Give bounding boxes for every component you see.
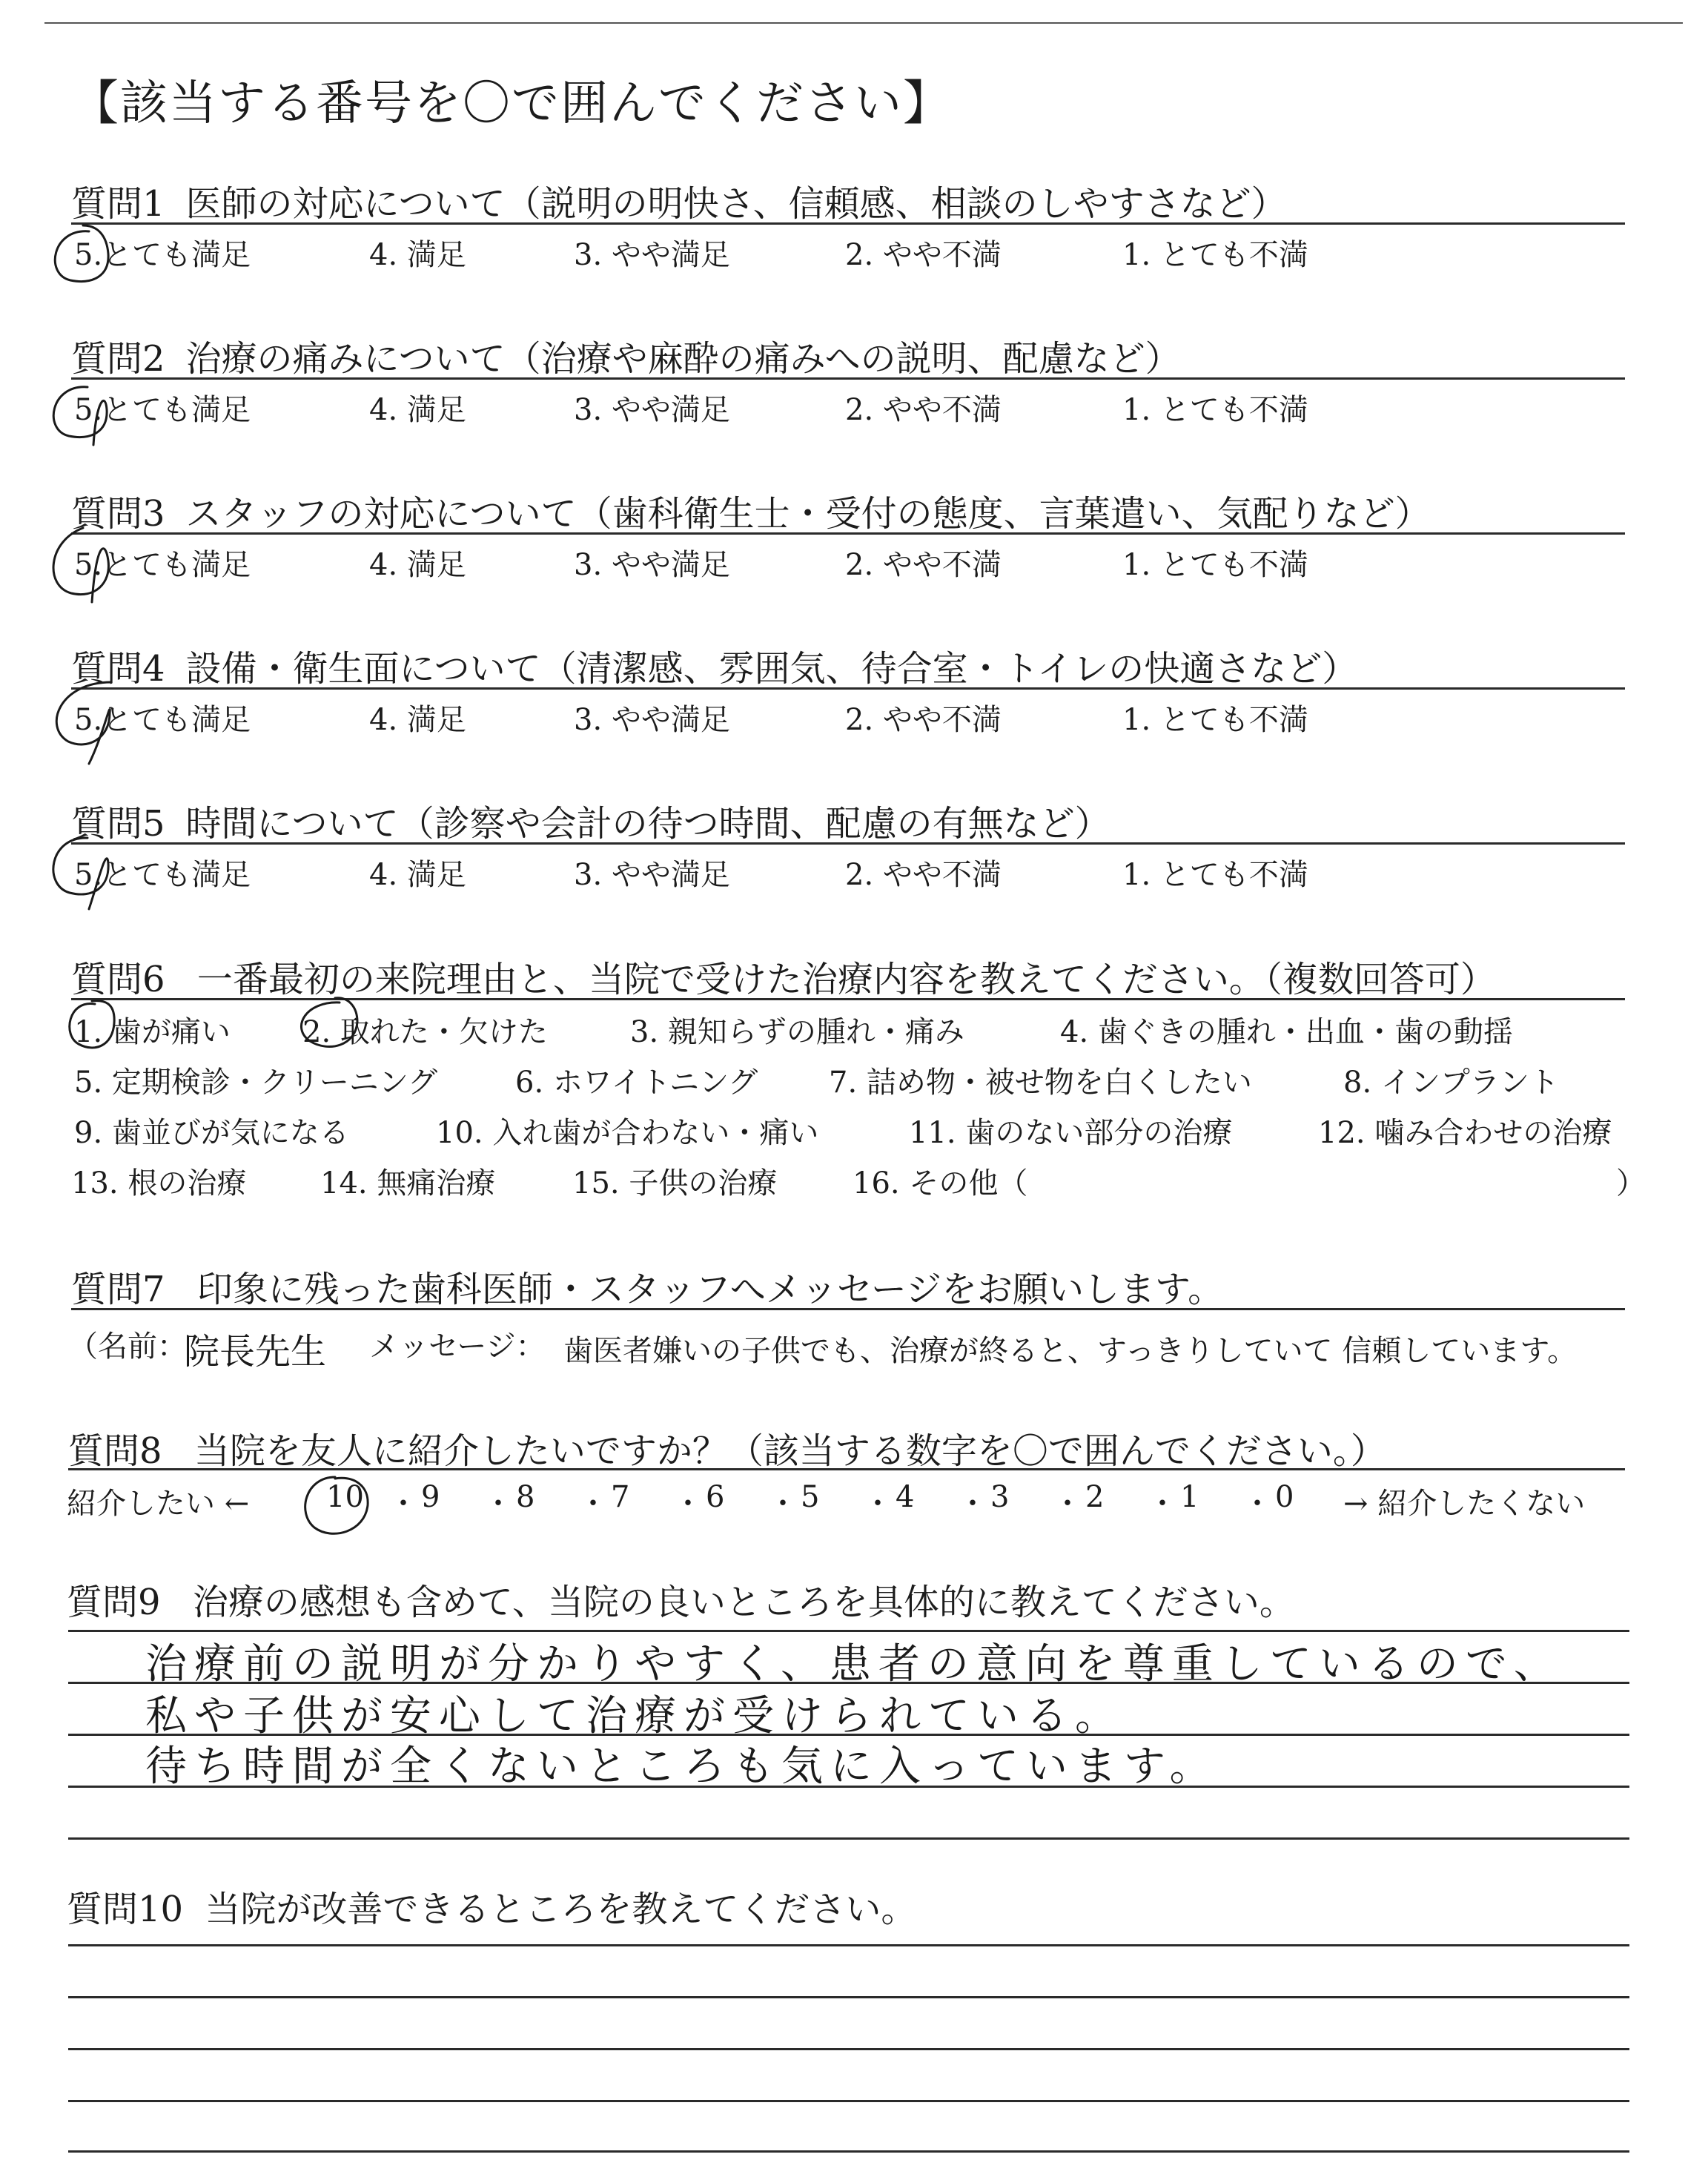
question-1-rule [71,222,1625,225]
q8-scale-value[interactable]: 3 [990,1480,1010,1514]
question-5-text: 時間について（診察や会計の待つ時間、配慮の有無など） [185,803,1110,845]
q7-name-label: （名前： [68,1330,187,1364]
q7-name-value[interactable]: 院長先生 [184,1331,327,1373]
q8-scale-value[interactable]: 2 [1085,1480,1105,1514]
question-5-option-1[interactable]: 1. とても不満 [1122,858,1308,892]
q8-left-label: 紹介したい ← [67,1487,250,1521]
top-border [44,22,1683,24]
question-5-heading [71,795,1110,846]
q9-answer-line-1[interactable]: 治療前の説明が分かりやすく、患者の意向を尊重しているので、 [145,1640,1563,1688]
question-2-heading [71,330,1181,381]
q8-text: 当院を友人に紹介したいですか？（該当する数字を〇で囲んでください。） [193,1430,1386,1472]
question-4-option-5[interactable]: 5.とても満足 [74,703,251,737]
q10-rule-1[interactable] [68,1944,1629,1946]
question-1-text: 医師の対応について（説明の明快さ、信頼感、相談のしやすさなど） [185,183,1287,225]
question-2-option-3[interactable]: 3. やや満足 [574,393,730,427]
q9-text: 治療の感想も含めて、当院の良いところを具体的に教えてください。 [192,1582,1295,1623]
q6-option-5[interactable]: 5. 定期検診・クリーニング [74,1066,438,1100]
q8-scale-value[interactable]: 6 [706,1480,725,1514]
question-4-option-3[interactable]: 3. やや満足 [574,703,730,737]
q6-label: 質問6 [71,959,165,1000]
q8-scale-value[interactable]: 10 [326,1480,364,1514]
question-5-option-4[interactable]: 4. 満足 [369,858,466,892]
question-5-option-3[interactable]: 3. やや満足 [574,858,730,892]
q8-scale-separator: ・ [1053,1487,1082,1521]
question-2-option-4[interactable]: 4. 満足 [369,393,466,427]
q6-option-7[interactable]: 7. 詰め物・被せ物を白くしたい [829,1066,1252,1100]
question-3-label: 質問3 [71,493,165,535]
q8-scale-separator: ・ [578,1487,608,1521]
q8-scale-separator: ・ [673,1487,703,1521]
question-3-rule [71,532,1625,535]
q8-scale-value[interactable]: 7 [611,1480,630,1514]
q8-scale-value[interactable]: 8 [516,1480,535,1514]
question-3-text: スタッフの対応について（歯科衛生士・受付の態度、言葉遣い、気配りなど） [185,493,1431,535]
q8-scale-value[interactable]: 4 [896,1480,915,1514]
q8-scale-separator: ・ [1148,1487,1177,1521]
q10-rule-3[interactable] [68,2048,1629,2050]
question-2-option-1[interactable]: 1. とても不満 [1122,393,1308,427]
question-5-label: 質問5 [71,803,165,845]
question-4-option-1[interactable]: 1. とても不満 [1122,703,1308,737]
q8-scale-separator: ・ [1242,1487,1272,1521]
page-title: 【該当する番号を〇で囲んでください】 [71,76,952,131]
q6-option-6[interactable]: 6. ホワイトニング [515,1066,758,1100]
question-1-option-1[interactable]: 1. とても不満 [1122,238,1308,272]
q6-option-1[interactable]: 1. 歯が痛い [74,1015,231,1049]
q7-message-value[interactable]: 歯医者嫌いの子供でも、治療が終ると、すっきりしていて 信頼しています。 [563,1334,1578,1368]
question-4-text: 設備・衛生面について（清潔感、雰囲気、待合室・トイレの快適さなど） [185,648,1358,690]
q6-option-14[interactable]: 14. 無痛治療 [320,1166,496,1200]
q8-scale-value[interactable]: 5 [801,1480,820,1514]
q8-scale-separator: ・ [388,1487,418,1521]
q6-option-9[interactable]: 9. 歯並びが気になる [74,1116,349,1150]
question-1-label: 質問1 [71,183,165,225]
q6-option-2[interactable]: 2. 取れた・欠けた [302,1015,548,1049]
question-2-rule [71,377,1625,380]
q8-scale-value[interactable]: 1 [1180,1480,1199,1514]
question-1-option-5[interactable]: 5.とても満足 [74,238,251,272]
question-1-option-2[interactable]: 2. やや不満 [845,238,1002,272]
q9-label: 質問9 [67,1582,161,1623]
q7-message-label: メッセージ： [369,1330,546,1364]
q6-option-3[interactable]: 3. 親知らずの腫れ・痛み [630,1015,964,1049]
question-5-option-5[interactable]: 5.とても満足 [74,858,251,892]
question-1-option-3[interactable]: 3. やや満足 [574,238,730,272]
q6-option-16-close: ） [1616,1166,1646,1200]
question-1-option-4[interactable]: 4. 満足 [369,238,466,272]
q7-rule [71,1308,1625,1310]
q8-scale-separator: ・ [483,1487,513,1521]
q6-option-4[interactable]: 4. 歯ぐきの腫れ・出血・歯の動揺 [1060,1015,1513,1049]
q8-scale-value[interactable]: 9 [421,1480,440,1514]
question-2-option-5[interactable]: 5.とても満足 [74,393,251,427]
q9-answer-line-2[interactable]: 私や子供が安心して治療が受けられている。 [145,1692,1124,1740]
q6-option-11[interactable]: 11. 歯のない部分の治療 [909,1116,1233,1150]
question-3-option-3[interactable]: 3. やや満足 [574,548,730,582]
q8-scale-separator: ・ [958,1487,987,1521]
question-3-option-4[interactable]: 4. 満足 [369,548,466,582]
q10-text: 当院が改善できるところを教えてください。 [205,1889,917,1930]
q6-option-13[interactable]: 13. 根の治療 [71,1166,247,1200]
q9-rule-5 [68,1837,1629,1840]
q8-rule [68,1468,1625,1470]
q8-scale-separator: ・ [863,1487,893,1521]
question-5-rule [71,842,1625,845]
q6-text: 一番最初の来院理由と、当院で受けた治療内容を教えてください。（複数回答可） [196,959,1496,1000]
q6-option-8[interactable]: 8. インプラント [1343,1066,1559,1100]
question-3-option-1[interactable]: 1. とても不満 [1122,548,1308,582]
question-2-label: 質問2 [71,338,165,380]
question-4-option-4[interactable]: 4. 満足 [369,703,466,737]
q8-label: 質問8 [68,1430,162,1472]
q6-option-15[interactable]: 15. 子供の治療 [572,1166,778,1200]
question-5-option-2[interactable]: 2. やや不満 [845,858,1002,892]
question-3-option-5[interactable]: 5.とても満足 [74,548,251,582]
q7-label: 質問7 [71,1269,165,1310]
question-4-option-2[interactable]: 2. やや不満 [845,703,1002,737]
q6-option-16[interactable]: 16. その他（ [853,1166,1028,1200]
q10-rule-4[interactable] [68,2100,1629,2102]
question-4-heading [71,640,1357,691]
question-3-option-2[interactable]: 2. やや不満 [845,548,1002,582]
question-4-label: 質問4 [71,648,165,690]
q8-scale-separator: ・ [768,1487,798,1521]
q6-option-12[interactable]: 12. 噛み合わせの治療 [1318,1116,1612,1150]
q9-answer-line-3[interactable]: 待ち時間が全くないところも気に入っています。 [145,1743,1219,1791]
question-1-heading [71,175,1287,226]
q10-rule-2[interactable] [68,1996,1629,1998]
question-4-rule [71,687,1625,690]
q10-rule-5[interactable] [68,2150,1629,2153]
q8-scale-value[interactable]: 0 [1275,1480,1294,1514]
q6-option-10[interactable]: 10. 入れ歯が合わない・痛い [436,1116,819,1150]
question-2-option-2[interactable]: 2. やや不満 [845,393,1002,427]
q7-text: 印象に残った歯科医師・スタッフへメッセージをお願いします。 [196,1269,1224,1310]
question-2-text: 治療の痛みについて（治療や麻酔の痛みへの説明、配慮など） [185,338,1181,380]
q10-label: 質問10 [67,1889,184,1930]
question-3-heading [71,485,1431,536]
q8-right-label: → 紹介したくない [1343,1487,1586,1521]
q6-rule [71,998,1625,1000]
